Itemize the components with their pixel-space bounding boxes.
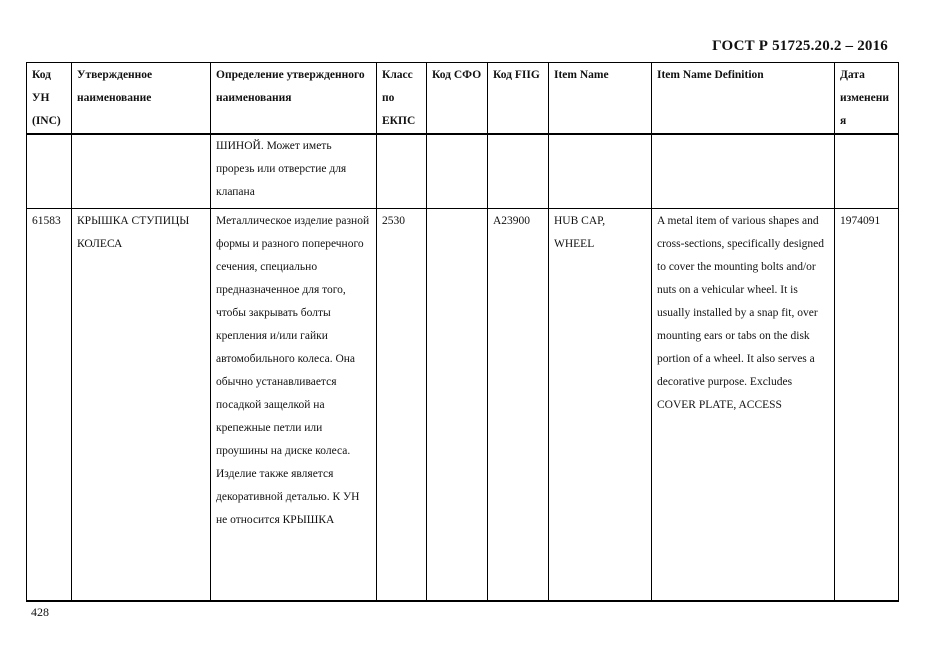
cell-approved-name: КРЫШКА СТУПИЦЫ КОЛЕСА bbox=[72, 209, 211, 602]
cell-inc: 61583 bbox=[27, 209, 72, 602]
column-header-approved-name: Утвержденное наименование bbox=[72, 63, 211, 135]
cell-fiig-code: A23900 bbox=[488, 209, 549, 602]
cell-approved-name bbox=[72, 134, 211, 209]
column-header-sfo-code: Код СФО bbox=[427, 63, 488, 135]
cell-item-name: HUB CAP, WHEEL bbox=[549, 209, 652, 602]
column-header-ekps-class: Класс по ЕКПС bbox=[377, 63, 427, 135]
cell-sfo-code bbox=[427, 209, 488, 602]
cell-sfo-code bbox=[427, 134, 488, 209]
column-header-item-name-definition: Item Name Definition bbox=[652, 63, 835, 135]
cell-fiig-code bbox=[488, 134, 549, 209]
table-row bbox=[27, 134, 899, 209]
cell-ekps-class bbox=[377, 134, 427, 209]
cell-definition: ШИНОЙ. Может иметь прорезь или отверстие для клапана bbox=[211, 134, 377, 209]
cell-definition: Металлическое изделие разной формы и разного поперечного сечения, специально предназначенное для того, чтобы закрывать болты крепления и/или гайки автомобильного колеса. Она обычно устанавливается посадкой защелкой на крепежные петли или проушины на диске колеса. Изделие также является декоративной деталью. К УН не относится КРЫШКА bbox=[211, 209, 377, 602]
cell-change-date bbox=[835, 134, 899, 209]
page-number: 428 bbox=[31, 605, 49, 619]
column-header-fiig-code: Код FIIG bbox=[488, 63, 549, 135]
column-header-inc: Код УН (INC) bbox=[27, 63, 72, 135]
table-header-row bbox=[27, 63, 899, 135]
column-header-item-name: Item Name bbox=[549, 63, 652, 135]
column-header-change-date: Дата изменения bbox=[835, 63, 899, 135]
column-header-definition: Определение утвержденного наименования bbox=[211, 63, 377, 135]
cell-ekps-class: 2530 bbox=[377, 209, 427, 602]
cell-change-date: 1974091 bbox=[835, 209, 899, 602]
table-row bbox=[27, 209, 899, 602]
cell-item-name bbox=[549, 134, 652, 209]
cell-item-name-definition: A metal item of various shapes and cross-sections, specifically designed to cover the mounting bolts and/or nuts on a vehicular wheel. It is usually installed by a snap fit, over mounting ears or tabs on the disk portion of a wheel. It also serves a decorative purpose. Excludes COVER PLATE, ACCESS bbox=[652, 209, 835, 602]
catalog-table bbox=[26, 62, 899, 602]
cell-item-name-definition bbox=[652, 134, 835, 209]
document-standard-header: ГОСТ Р 51725.20.2 – 2016 bbox=[712, 38, 888, 54]
cell-inc bbox=[27, 134, 72, 209]
